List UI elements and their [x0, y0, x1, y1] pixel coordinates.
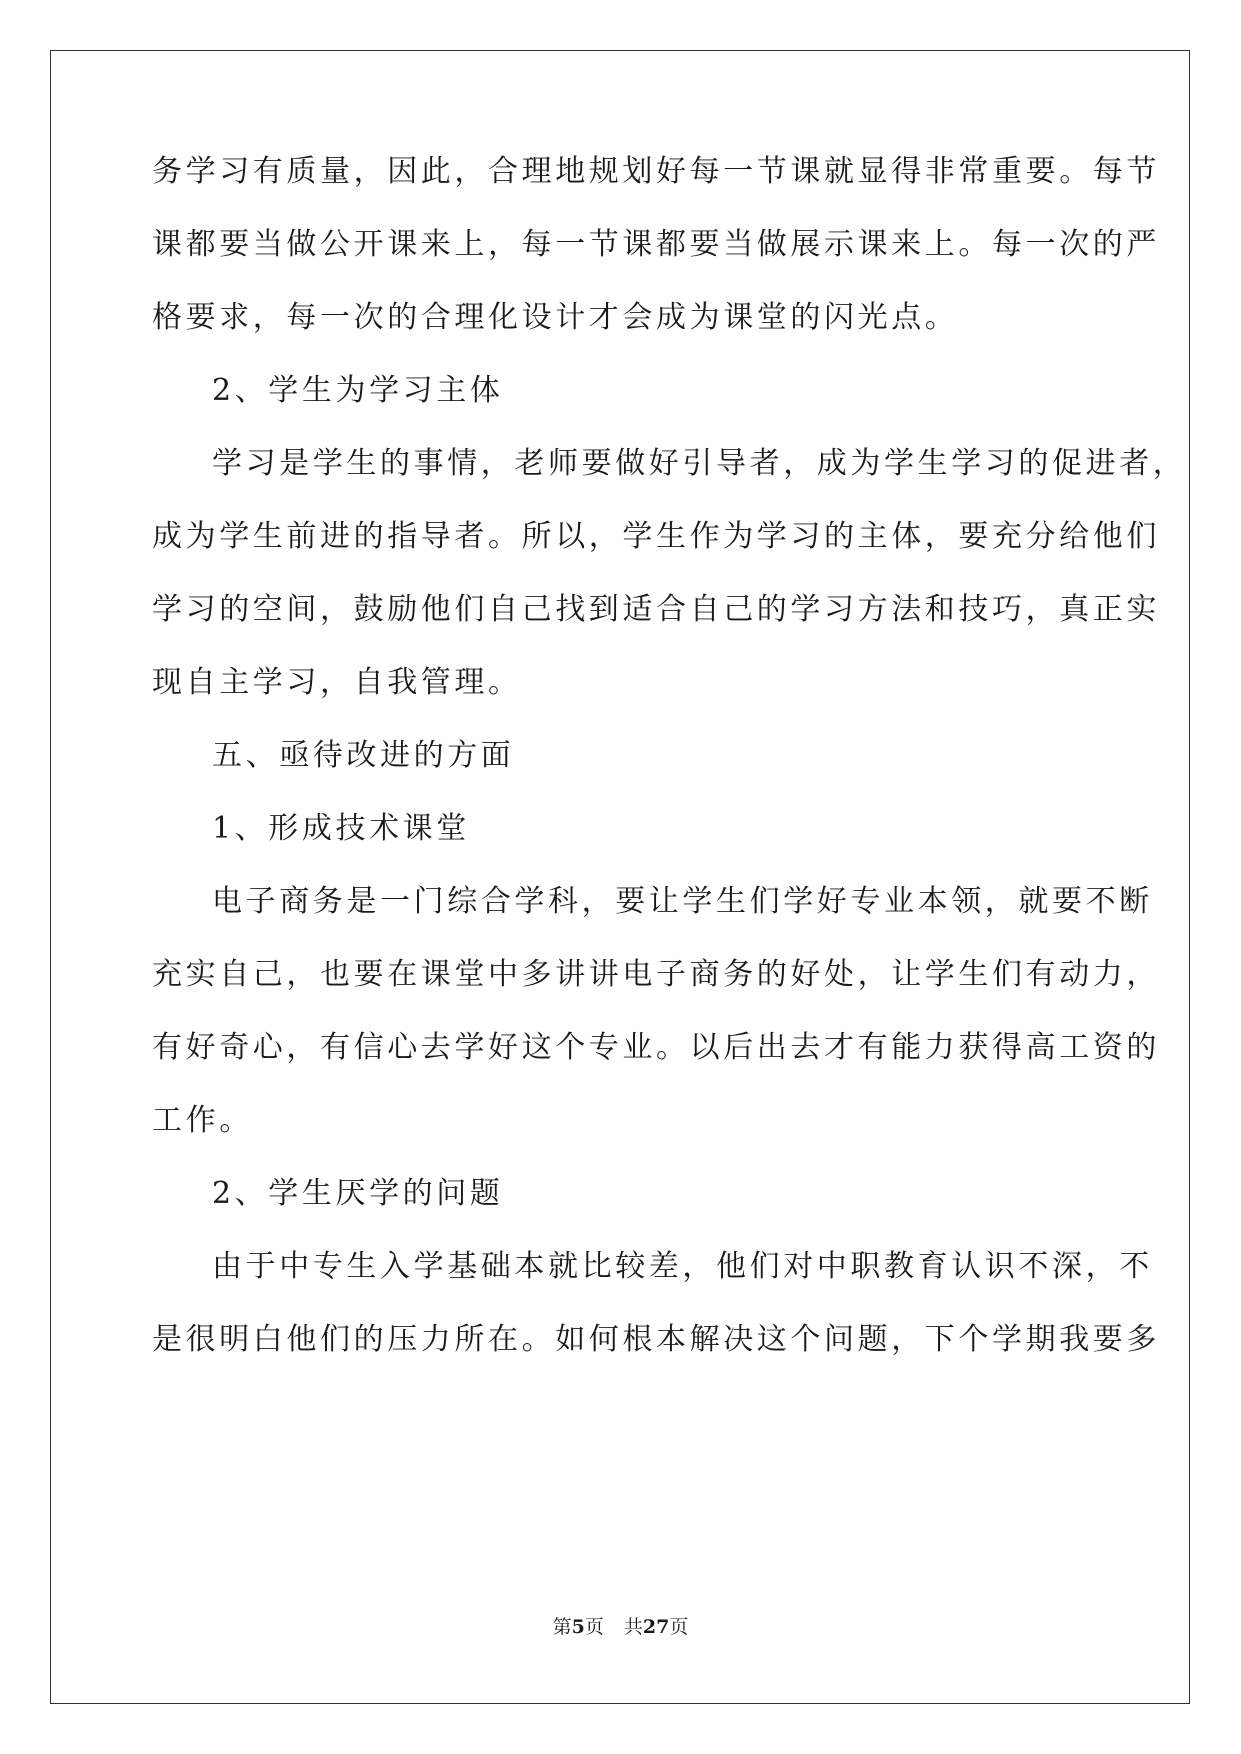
total-suffix: 页	[669, 1616, 689, 1638]
page-footer	[0, 1615, 1241, 1639]
total-pages: 27	[642, 1616, 670, 1638]
paragraph-line: 务学习有质量，因此，合理地规划好每一节课就显得非常重要。每节	[152, 154, 1160, 189]
section-heading: 2、学生为学习主体	[212, 373, 504, 408]
paragraph-line: 学习是学生的事情，老师要做好引导者，成为学生学习的促进者，	[212, 446, 1187, 481]
paragraph-line: 格要求，每一次的合理化设计才会成为课堂的闪光点。	[152, 300, 959, 335]
paragraph-line: 充实自己，也要在课堂中多讲讲电子商务的好处，让学生们有动力，	[152, 957, 1160, 992]
section-heading: 1、形成技术课堂	[212, 811, 470, 846]
paragraph-line: 课都要当做公开课来上，每一节课都要当做展示课来上。每一次的严	[152, 227, 1160, 262]
paragraph-line: 现自主学习，自我管理。	[152, 665, 522, 700]
section-heading: 五、亟待改进的方面	[212, 738, 515, 773]
page-suffix: 页	[584, 1616, 604, 1638]
section-heading: 2、学生厌学的问题	[212, 1176, 504, 1211]
paragraph-line: 由于中专生入学基础本就比较差，他们对中职教育认识不深，不	[212, 1249, 1153, 1284]
page-number: 5	[571, 1616, 585, 1638]
page-prefix: 第	[552, 1616, 572, 1638]
paragraph-line: 是很明白他们的压力所在。如何根本解决这个问题，下个学期我要多	[152, 1322, 1160, 1357]
paragraph-line: 工作。	[152, 1103, 253, 1138]
paragraph-line: 电子商务是一门综合学科，要让学生们学好专业本领，就要不断	[212, 884, 1153, 919]
paragraph-line: 学习的空间，鼓励他们自己找到适合自己的学习方法和技巧，真正实	[152, 592, 1160, 627]
paragraph-line: 有好奇心，有信心去学好这个专业。以后出去才有能力获得高工资的	[152, 1030, 1160, 1065]
paragraph-line: 成为学生前进的指导者。所以，学生作为学习的主体，要充分给他们	[152, 519, 1160, 554]
total-prefix: 共	[623, 1616, 643, 1638]
